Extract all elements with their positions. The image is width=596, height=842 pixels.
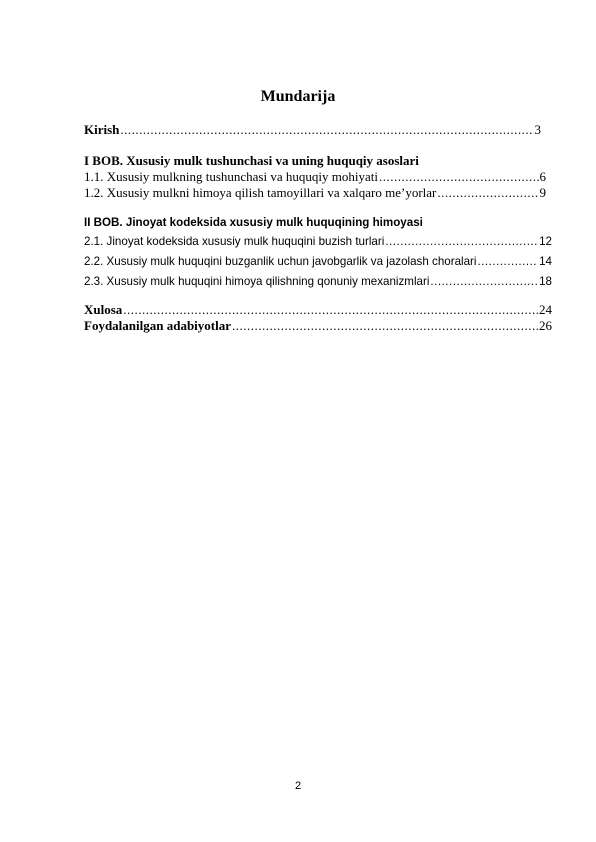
toc-leader-dots — [379, 169, 539, 185]
toc-entry-references — [84, 318, 552, 334]
toc-entry-label: 1.2. Xususiy mulkni himoya qilish tamoyillari va xalqaro me’yorlar — [84, 185, 437, 200]
toc-leader-dots — [437, 185, 538, 201]
toc-entry-label: 2.1. Jinoyat kodeksida xususiy mulk huquqini buzish turlari — [84, 235, 385, 248]
chapter-2-heading: II BOB. Jinoyat kodeksida xususiy mulk huquqining himoyasi — [84, 216, 423, 229]
toc-entry-page: 26 — [539, 318, 552, 333]
toc-intro-block — [84, 122, 556, 138]
toc-leader-dots — [120, 122, 533, 138]
page-number: 2 — [294, 780, 302, 792]
toc-entry-page: 12 — [539, 235, 552, 248]
toc-entry-page: 3 — [534, 122, 541, 137]
toc-entry-label: Foydalanilgan adabiyotlar — [84, 318, 231, 333]
toc-entry-2-1 — [84, 232, 552, 252]
toc-entry-1-1 — [84, 169, 546, 185]
toc-leader-dots — [232, 318, 538, 334]
toc-entry-page: 18 — [539, 275, 552, 288]
toc-title: Mundarija — [260, 88, 336, 105]
toc-entry-label: 2.2. Xususiy mulk huquqini buzganlik uchun javobgarlik va jazolash choralari — [84, 255, 477, 268]
toc-entry-page: 6 — [539, 169, 546, 184]
toc-entry-intro — [84, 122, 541, 138]
toc-entry-2-3 — [84, 272, 552, 292]
toc-entry-label: Xulosa — [84, 302, 123, 317]
toc-entry-page: 14 — [539, 255, 552, 268]
chapter-1-heading: I BOB. Xususiy mulk tushunchasi va uning huquqiy asoslari — [84, 153, 419, 168]
toc-leader-dots — [123, 302, 538, 318]
toc-entry-1-2 — [84, 185, 546, 201]
toc-closing-block — [84, 302, 556, 334]
toc-entry-conclusion — [84, 302, 552, 318]
toc-entry-label: 2.3. Xususiy mulk huquqini himoya qilishning qonuniy mexanizmlari — [84, 275, 430, 288]
toc-entry-page: 9 — [539, 185, 546, 200]
toc-entry-label: 1.1. Xususiy mulkning tushunchasi va huquqiy mohiyati — [84, 169, 378, 184]
toc-leader-dots — [477, 252, 538, 272]
toc-entry-label: Kirish — [84, 122, 120, 137]
toc-chapter-2 — [84, 213, 556, 292]
toc-chapter-1 — [84, 153, 556, 201]
toc-entry-page: 24 — [539, 302, 552, 317]
toc-leader-dots — [430, 272, 538, 292]
toc-entry-2-2 — [84, 252, 552, 272]
toc-leader-dots — [385, 232, 538, 252]
